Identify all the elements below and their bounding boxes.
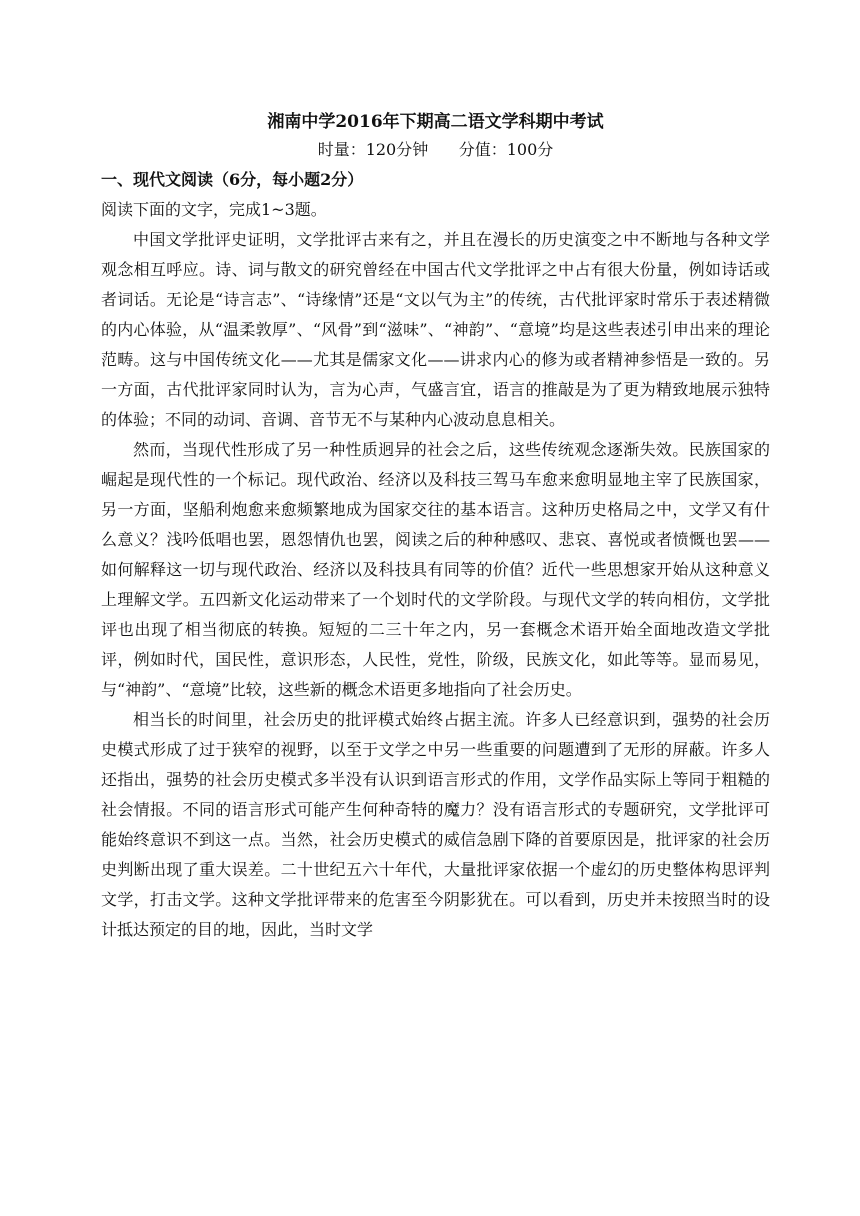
- exam-title: 湘南中学2016年下期高二语文学科期中考试: [267, 112, 604, 132]
- section-heading: 一、现代文阅读（6分，每小题2分）: [101, 170, 364, 189]
- paragraph-1: 中国文学批评史证明，文学批评古来有之，并且在漫长的历史演变之中不断地与各种文学观念相互呼应。诗、词与散文的研究曾经在中国古代文学批评之中占有很大份量，例如诗话或者词话。无论是“诗言志”、“诗缘情”还是“文以气为主”的传统，古代批评家时常乐于表述精微的内心体验，从“温柔敦厚”、“风骨”到“滋味”、“神韵”、“意境”均是这些表述引申出来的理论范畴。这与中国传统文化——尤其是儒家文化——讲求内心的修为或者精神参悟是一致的。另一方面，古代批评家同时认为，言为心声，气盛言宜，语言的推敲是为了更为精致地展示独特的体验；不同的动词、音调、音节无不与某种内心波动息息相关。: [101, 230, 770, 429]
- exam-time-and-score: 时量：120分钟 分值：100分: [317, 140, 554, 159]
- reading-instruction: 阅读下面的文字，完成1~3题。: [101, 200, 327, 219]
- paragraph-2: 然而，当现代性形成了另一种性质迥异的社会之后，这些传统观念逐渐失效。民族国家的崛起是现代性的一个标记。现代政治、经济以及科技三驾马车愈来愈明显地主宰了民族国家，另一方面，坚船利炮愈来愈频繁地成为国家交往的基本语言。这种历史格局之中，文学又有什么意义？浅吟低唱也罢，恩怨情仇也罢，阅读之后的种种感叹、悲哀、喜悦或者愤慨也罢——如何解释这一切与现代政治、经济以及科技具有同等的价值？近代一些思想家开始从这种意义上理解文学。五四新文化运动带来了一个划时代的文学阶段。与现代文学的转向相仿，文学批评也出现了相当彻底的转换。短短的二三十年之内，另一套概念术语开始全面地改造文学批评，例如时代，国民性，意识形态，人民性，党性，阶级，民族文化，如此等等。显而易见，与“神韵”、“意境”比较，这些新的概念术语更多地指向了社会历史。: [101, 440, 770, 699]
- paragraph-3: 相当长的时间里，社会历史的批评模式始终占据主流。许多人已经意识到，强势的社会历史模式形成了过于狭窄的视野，以至于文学之中另一些重要的问题遭到了无形的屏蔽。许多人还指出，强势的社会历史模式多半没有认识到语言形式的作用，文学作品实际上等同于粗糙的社会情报。不同的语言形式可能产生何种奇特的魔力？没有语言形式的专题研究，文学批评可能始终意识不到这一点。当然，社会历史模式的威信急剧下降的首要原因是，批评家的社会历史判断出现了重大误差。二十世纪五六十年代，大量批评家依据一个虚幻的历史整体构思评判文学，打击文学。这种文学批评带来的危害至今阴影犹在。可以看到，历史并未按照当时的设计抵达预定的目的地，因此，当时文学: [101, 710, 770, 939]
- document-body: [101, 107, 770, 945]
